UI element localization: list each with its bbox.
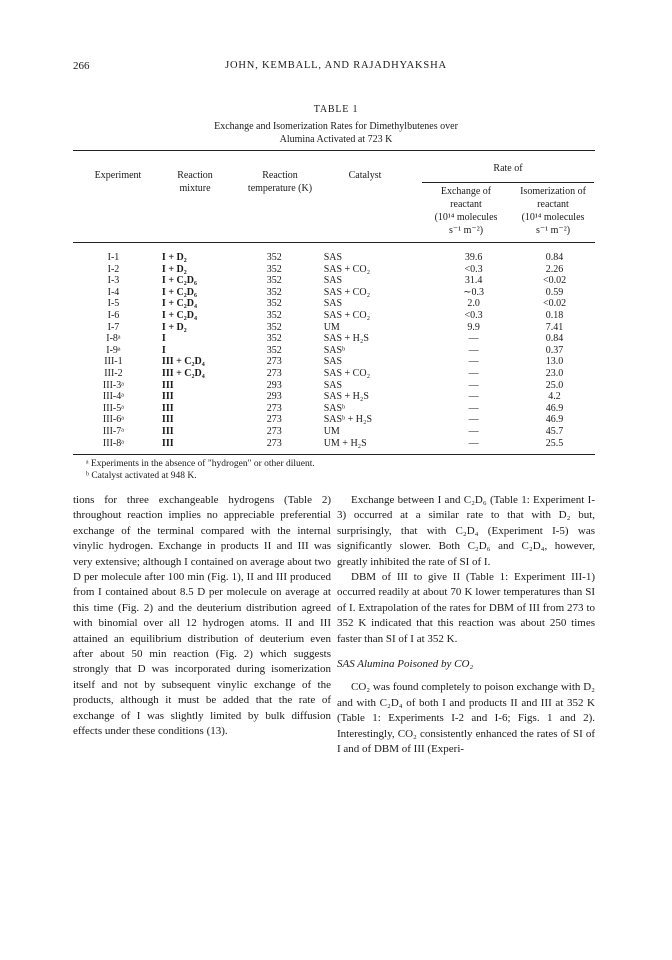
cell-isomerization-rate: 0.18	[545, 309, 564, 321]
rate-of-subrule	[422, 182, 594, 183]
header-experiment: Experiment	[94, 170, 142, 181]
cell-experiment: I-2	[107, 263, 120, 275]
table-bottom-rule	[73, 454, 595, 455]
cell-isomerization-rate: 7.41	[545, 321, 564, 333]
cell-catalyst: SAS	[323, 275, 343, 287]
cell-catalyst: SAS + CO₂	[323, 367, 371, 379]
table-row	[73, 264, 595, 276]
header-exchange-l3: (10¹⁴ molecules	[434, 212, 498, 223]
cell-temperature: 273	[266, 425, 282, 437]
cell-reaction-mixture: I	[161, 344, 166, 356]
table-row	[73, 438, 595, 450]
cell-isomerization-rate: <0.02	[542, 298, 567, 310]
header-isomerization-l2: reactant	[537, 199, 569, 210]
cell-temperature: 352	[266, 286, 282, 298]
running-header-authors: JOHN, KEMBALL, AND RAJADHYAKSHA	[225, 60, 447, 71]
cell-exchange-rate: <0.3	[464, 263, 483, 275]
body-left-column	[73, 493, 331, 740]
cell-catalyst: SAS + CO₂	[323, 286, 371, 298]
cell-isomerization-rate: 0.84	[545, 333, 564, 345]
cell-catalyst: SAS	[323, 298, 343, 310]
cell-isomerization-rate: 2.26	[545, 263, 564, 275]
cell-isomerization-rate: 0.37	[545, 344, 564, 356]
cell-catalyst: UM + H₂S	[323, 437, 367, 449]
cell-isomerization-rate: 25.0	[545, 379, 564, 391]
cell-exchange-rate: —	[468, 414, 479, 426]
cell-catalyst: SAS + CO₂	[323, 263, 371, 275]
cell-catalyst: SAS	[323, 356, 343, 368]
cell-temperature: 352	[266, 298, 282, 310]
cell-isomerization-rate: 13.0	[545, 356, 564, 368]
cell-isomerization-rate: 4.2	[548, 391, 561, 403]
cell-exchange-rate: —	[468, 367, 479, 379]
cell-temperature: 352	[266, 275, 282, 287]
header-isomerization-l4: s⁻¹ m⁻²)	[535, 225, 571, 236]
header-exchange-l1: Exchange of	[440, 186, 492, 197]
cell-isomerization-rate: 25.5	[545, 437, 564, 449]
cell-temperature: 293	[266, 391, 282, 403]
cell-exchange-rate: —	[468, 437, 479, 449]
cell-experiment: I-4	[107, 286, 120, 298]
cell-experiment: III-3ᵃ	[102, 379, 124, 391]
right-paragraph-2: DBM of III to give II (Table 1: Experiment III-1) occurred readily at about 70 K lower temperatures than SI of I. Extrapolation of the rates for DBM of III from 273 to 352 K indicated that this reaction was about 250 times faster than SI of I at 352 K.	[337, 571, 595, 645]
cell-reaction-mixture: III	[161, 437, 174, 449]
header-exchange-l4: s⁻¹ m⁻²)	[448, 225, 484, 236]
cell-isomerization-rate: 0.59	[545, 286, 564, 298]
cell-temperature: 293	[266, 379, 282, 391]
cell-reaction-mixture: I + C₂D₆	[161, 286, 197, 298]
section-heading: SAS Alumina Poisoned by CO₂	[337, 658, 474, 671]
cell-experiment: III-7ᵃ	[102, 425, 124, 437]
header-exchange-l2: reactant	[450, 199, 482, 210]
table-row	[73, 333, 595, 345]
cell-temperature: 273	[266, 367, 282, 379]
table-row	[73, 275, 595, 287]
cell-exchange-rate: 39.6	[464, 252, 483, 263]
cell-reaction-mixture: III	[161, 414, 174, 426]
cell-catalyst: UM	[323, 321, 340, 333]
cell-catalyst: UM	[323, 425, 340, 437]
cell-reaction-mixture: I + D₂	[161, 252, 187, 263]
header-reaction-temperature	[232, 169, 328, 195]
cell-reaction-mixture: I + C₂D₄	[161, 309, 197, 321]
table-row	[73, 310, 595, 322]
data-table	[73, 252, 595, 449]
cell-isomerization-rate: 46.9	[545, 414, 564, 426]
table-label: TABLE 1	[313, 104, 359, 115]
cell-temperature: 273	[266, 402, 282, 414]
table-header-rule	[73, 242, 595, 243]
page-number: 266	[73, 60, 90, 72]
data-table-body	[73, 252, 595, 449]
cell-isomerization-rate: 23.0	[545, 367, 564, 379]
cell-catalyst: SAS + H₂S	[323, 391, 369, 403]
cell-exchange-rate: —	[468, 356, 479, 368]
cell-reaction-mixture: III + C₂D₄	[161, 367, 205, 379]
cell-catalyst: SASᵇ	[323, 402, 346, 414]
cell-experiment: I-1	[107, 252, 120, 263]
footnote-b: ᵇ Catalyst activated at 948 K.	[86, 471, 197, 481]
cell-catalyst: SAS	[323, 379, 343, 391]
cell-reaction-mixture: I	[161, 333, 166, 345]
cell-temperature: 273	[266, 437, 282, 449]
cell-exchange-rate: 31.4	[464, 275, 483, 287]
header-reaction-mixture-l2: mixture	[179, 183, 211, 194]
cell-experiment: I-3	[107, 275, 120, 287]
cell-catalyst: SAS + CO₂	[323, 309, 371, 321]
cell-temperature: 352	[266, 333, 282, 345]
table-row	[73, 391, 595, 403]
cell-exchange-rate: —	[468, 333, 479, 345]
header-isomerization-l3: (10¹⁴ molecules	[521, 212, 585, 223]
header-reaction-temperature-l2: temperature (K)	[247, 183, 313, 194]
cell-experiment: I-8ᵃ	[106, 333, 121, 345]
table-row	[73, 322, 595, 334]
cell-isomerization-rate: <0.02	[542, 275, 567, 287]
cell-experiment: III-6ᵃ	[102, 414, 124, 426]
cell-exchange-rate: —	[468, 402, 479, 414]
right-paragraph-3: CO₂ was found completely to poison exchange with D₂ and with C₂D₄ of both I and products II and III at 352 K (Table 1: Experiments I-2 and I-6; Figs. 1 and 2). Interestingly, CO₂ consistently enhanced the rates of SI of I and of DBM of III (Experi-	[337, 681, 595, 756]
cell-exchange-rate: —	[468, 391, 479, 403]
header-rate-of: Rate of	[493, 163, 523, 174]
cell-exchange-rate: —	[468, 344, 479, 356]
footnote-a: ᵃ Experiments in the absence of "hydrogen" or other diluent.	[86, 459, 315, 469]
cell-isomerization-rate: 0.84	[545, 252, 564, 263]
table-caption-line2: Alumina Activated at 723 K	[279, 134, 393, 145]
table-caption	[0, 120, 672, 146]
table-row	[73, 252, 595, 264]
cell-experiment: I-9ᵃ	[106, 344, 121, 356]
header-reaction-mixture-l1: Reaction	[177, 170, 213, 181]
cell-temperature: 352	[266, 252, 282, 263]
cell-experiment: I-6	[107, 309, 120, 321]
cell-catalyst: SASᵇ + H₂S	[323, 414, 373, 426]
header-isomerization-l1: Isomerization of	[520, 186, 586, 197]
table-row	[73, 414, 595, 426]
table-row	[73, 345, 595, 357]
table-row	[73, 403, 595, 415]
table-row	[73, 380, 595, 392]
cell-experiment: III-1	[104, 356, 123, 368]
cell-reaction-mixture: III + C₂D₄	[161, 356, 205, 368]
cell-experiment: III-8ᵃ	[102, 437, 124, 449]
table-caption-line1: Exchange and Isomerization Rates for Dimethylbutenes over	[214, 121, 458, 132]
cell-reaction-mixture: I + D₂	[161, 263, 187, 275]
cell-temperature: 273	[266, 356, 282, 368]
cell-experiment: I-5	[107, 298, 120, 310]
cell-exchange-rate: 9.9	[467, 321, 480, 333]
cell-experiment: III-5ᵃ	[102, 402, 124, 414]
cell-reaction-mixture: III	[161, 391, 174, 403]
header-reaction-temperature-l1: Reaction	[262, 170, 298, 181]
header-catalyst: Catalyst	[348, 170, 382, 181]
cell-reaction-mixture: I + C₂D₆	[161, 275, 197, 287]
cell-catalyst: SASᵇ	[323, 344, 346, 356]
header-isomerization	[508, 185, 598, 237]
table-row	[73, 426, 595, 438]
cell-temperature: 352	[266, 344, 282, 356]
cell-experiment: III-2	[104, 367, 123, 379]
table-top-rule	[73, 150, 595, 151]
cell-catalyst: SAS + H₂S	[323, 333, 369, 345]
body-right-column	[337, 493, 595, 758]
cell-experiment: I-7	[107, 321, 120, 333]
cell-experiment: III-4ᵃ	[102, 391, 124, 403]
header-reaction-mixture	[160, 169, 230, 195]
table-row	[73, 356, 595, 368]
cell-exchange-rate: ∼0.3	[463, 286, 485, 298]
cell-reaction-mixture: III	[161, 379, 174, 391]
left-paragraph: tions for three exchangeable hydrogens (Table 2) throughout reaction implies no appreciable preferential exchange of the terminal compared with the internal vinylic hydrogen. Exchange in products II and III was very extensive; although I contained on average about two D per molecule after 100 min (Fig. 1), II and III produced from I contained about 8.5 D per molecule on average at this time (Fig. 2) and the deuterium distribution agreed with binomial over all 12 hydrogen atoms. II and III attained an equilibrium distribution of deuterium even after about 50 min reaction (Fig. 2) which suggests strongly that D was incorporated during isomerization itself and not by subsequent vinylic exchange of the products, although it must be added that the rate of exchange of I was slightly limited by bulk diffusion effects under these conditions (13).	[73, 494, 331, 738]
cell-reaction-mixture: III	[161, 425, 174, 437]
cell-temperature: 352	[266, 263, 282, 275]
cell-exchange-rate: —	[468, 425, 479, 437]
header-exchange	[424, 185, 508, 237]
cell-reaction-mixture: III	[161, 402, 174, 414]
cell-exchange-rate: 2.0	[467, 298, 480, 310]
table-row	[73, 287, 595, 299]
cell-reaction-mixture: I + D₂	[161, 321, 187, 333]
cell-temperature: 352	[266, 309, 282, 321]
cell-exchange-rate: —	[468, 379, 479, 391]
cell-temperature: 352	[266, 321, 282, 333]
table-row	[73, 298, 595, 310]
right-paragraph-1: Exchange between I and C₂D₆ (Table 1: Experiment I-3) occurred at a similar rate to that with D₂ but, surprisingly, that with C₂D₄ (Experiment I-5) was significantly slower. Both C₂D₆ and C₂D₄, however, greatly inhibited the rate of SI of I.	[337, 494, 595, 568]
table-row	[73, 368, 595, 380]
cell-reaction-mixture: I + C₂D₄	[161, 298, 197, 310]
cell-exchange-rate: <0.3	[464, 309, 483, 321]
cell-temperature: 273	[266, 414, 282, 426]
cell-isomerization-rate: 45.7	[545, 425, 564, 437]
cell-isomerization-rate: 46.9	[545, 402, 564, 414]
cell-catalyst: SAS	[323, 252, 343, 263]
